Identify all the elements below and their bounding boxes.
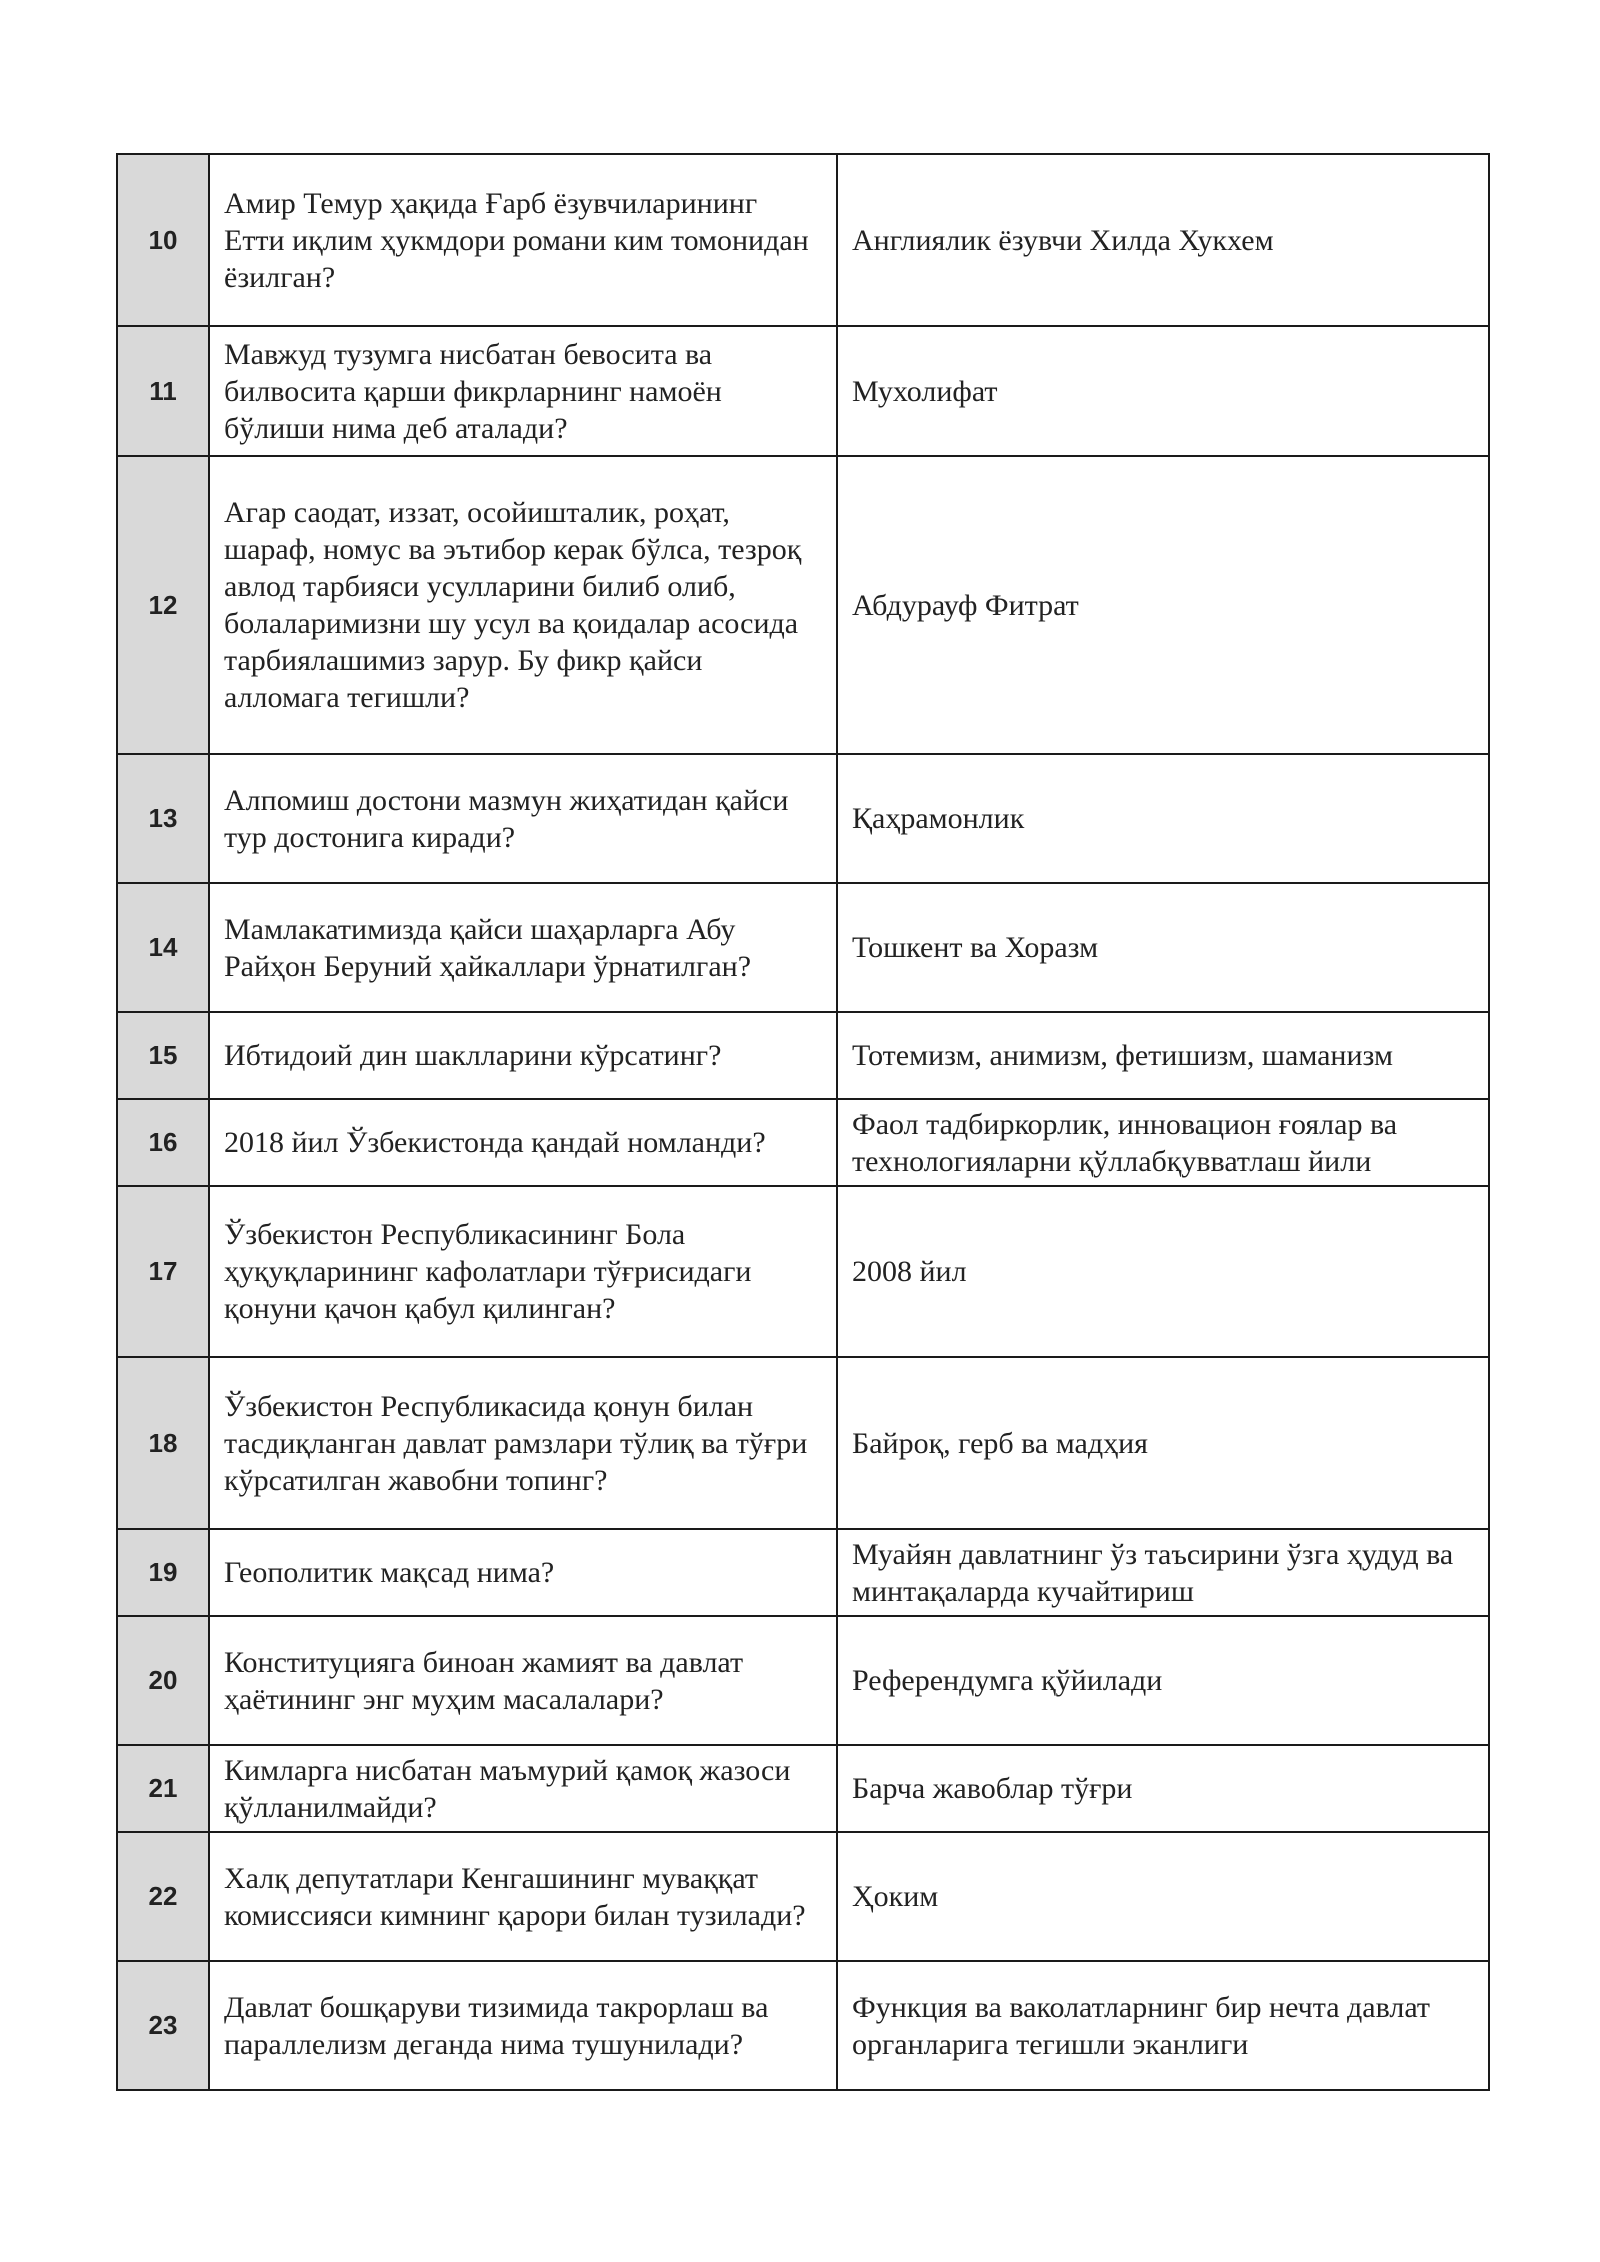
question-cell: Кимларга нисбатан маъмурий қамоқ жазоси қўлланилмайди? (209, 1745, 837, 1832)
row-number: 19 (117, 1529, 209, 1616)
question-cell: Ибтидоий дин шаклларини кўрсатинг? (209, 1012, 837, 1099)
table-row (117, 1186, 1489, 1357)
question-cell: Давлат бошқаруви тизимида такрорлаш ва параллелизм деганда нима тушунилади? (209, 1961, 837, 2090)
table-row (117, 1961, 1489, 2090)
question-cell: Геополитик мақсад нима? (209, 1529, 837, 1616)
row-number: 13 (117, 754, 209, 883)
question-cell: Ўзбекистон Республикасининг Бола ҳуқуқларининг кафолатлари тўғрисидаги қонуни қачон қабул қилинган? (209, 1186, 837, 1357)
row-number: 20 (117, 1616, 209, 1745)
answer-cell: Англиялик ёзувчи Хилда Хукхем (837, 154, 1489, 326)
answer-cell: Қаҳрамонлик (837, 754, 1489, 883)
question-cell: Алпомиш достони мазмун жиҳатидан қайси тур достонига киради? (209, 754, 837, 883)
question-cell: 2018 йил Ўзбекистонда қандай номланди? (209, 1099, 837, 1186)
row-number: 10 (117, 154, 209, 326)
table-row (117, 1357, 1489, 1529)
row-number: 17 (117, 1186, 209, 1357)
answer-cell: Тотемизм, анимизм, фетишизм, шаманизм (837, 1012, 1489, 1099)
answer-cell: 2008 йил (837, 1186, 1489, 1357)
table-row (117, 1745, 1489, 1832)
question-cell: Агар саодат, иззат, осойишталик, роҳат, шараф, номус ва эътибор керак бўлса, тезроқ авлод тарбияси усулларини билиб олиб, болаларимизни шу усул ва қоидалар асосида тарбиялашимиз зарур. Бу фикр қайси алломага тегишли? (209, 456, 837, 754)
row-number: 14 (117, 883, 209, 1012)
table-row (117, 456, 1489, 754)
answer-cell: Барча жавоблар тўғри (837, 1745, 1489, 1832)
question-cell: Конституцияга биноан жамият ва давлат ҳаётининг энг муҳим масалалари? (209, 1616, 837, 1745)
question-cell: Ўзбекистон Республикасида қонун билан тасдиқланган давлат рамзлари тўлиқ ва тўғри кўрсатилган жавобни топинг? (209, 1357, 837, 1529)
table-row (117, 754, 1489, 883)
question-cell: Амир Темур ҳақида Ғарб ёзувчиларининг Етти иқлим ҳукмдори романи ким томонидан ёзилган? (209, 154, 837, 326)
row-number: 18 (117, 1357, 209, 1529)
answer-cell: Референдумга қўйилади (837, 1616, 1489, 1745)
answer-cell: Ҳоким (837, 1832, 1489, 1961)
answer-cell: Абдурауф Фитрат (837, 456, 1489, 754)
table-row (117, 1012, 1489, 1099)
question-cell: Халқ депутатлари Кенгашининг муваққат комиссияси кимнинг қарори билан тузилади? (209, 1832, 837, 1961)
row-number: 15 (117, 1012, 209, 1099)
qa-table (116, 153, 1490, 2091)
row-number: 11 (117, 326, 209, 456)
table-row (117, 154, 1489, 326)
answer-cell: Фаол тадбиркорлик, инновацион ғоялар ва технологияларни қўллабқувватлаш йили (837, 1099, 1489, 1186)
row-number: 21 (117, 1745, 209, 1832)
question-cell: Мамлакатимизда қайси шаҳарларга Абу Райҳон Беруний ҳайкаллари ўрнатилган? (209, 883, 837, 1012)
question-cell: Мавжуд тузумга нисбатан бевосита ва билвосита қарши фикрларнинг намоён бўлиши нима деб аталади? (209, 326, 837, 456)
row-number: 12 (117, 456, 209, 754)
table-row (117, 1099, 1489, 1186)
table-row (117, 883, 1489, 1012)
answer-cell: Мухолифат (837, 326, 1489, 456)
table-row (117, 1616, 1489, 1745)
row-number: 16 (117, 1099, 209, 1186)
row-number: 22 (117, 1832, 209, 1961)
answer-cell: Тошкент ва Хоразм (837, 883, 1489, 1012)
row-number: 23 (117, 1961, 209, 2090)
answer-cell: Функция ва ваколатларнинг бир нечта давлат органларига тегишли эканлиги (837, 1961, 1489, 2090)
answer-cell: Муайян давлатнинг ўз таъсирини ўзга ҳудуд ва минтақаларда кучайтириш (837, 1529, 1489, 1616)
table-row (117, 326, 1489, 456)
table-row (117, 1832, 1489, 1961)
answer-cell: Байроқ, герб ва мадҳия (837, 1357, 1489, 1529)
table-row (117, 1529, 1489, 1616)
